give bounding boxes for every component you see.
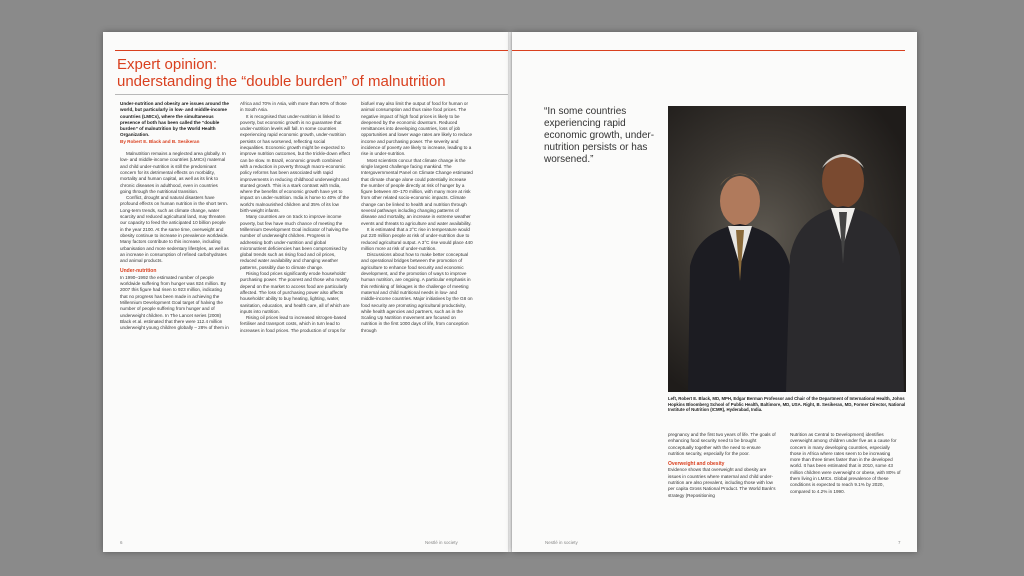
col3-para-1: biofuel may also limit the output of food for human or animal consumption and thus raise food prices. The negative impact of high food prices is likely to be deepened by the economic downturn. Reduced remittances into developing countries, loss of job opportunities and lower wage rates are likely to reduce income and purchasing power. The severity and incidence of poverty are likely to increase, leading to a rise in under-nutrition.: [361, 101, 473, 157]
section-heading-obesity: Overweight and obesity: [668, 461, 725, 468]
intro-text: Under-nutrition and obesity are issues around the world, but particularly in low- and middle-income countries (LMICs), where the simultaneous presence of both has been called the “double burden” of malnutrition by the World Health Organization.: [120, 101, 229, 138]
col2-para-2: It is recognised that under-nutrition is linked to poverty, but economic growth is no guarantee that under-nutrition levels will fall. In some countries experiencing rapid economic growth, under-nutrition persists or has worsened, reflecting social inequalities. Economic growth might be expected to improve nutrition outcomes, but the trickle-down effect can be slow. In Brazil, economic growth combined with a reduction in poverty through macro-economic policy reforms has been associated with rapid improvements in reducing childhood underweight and stunted growth. This is a stark contrast with India, where the benefits of economic growth have yet to impact on under-nutrition. India is home to 40% of the world’s malnourished children and 35% of its low birth-weight infants.: [240, 113, 350, 214]
col2-para-4: Rising food prices significantly erode households’ purchasing power. The poorest and those who mostly depend on the market to access food are particularly affected. The loss of purchasing power also affects households’ ability to buy heating, lighting, water, sanitation, education, and health care, all of which are inputs into nutrition.: [240, 271, 350, 314]
photo-caption: Left, Robert E. Black, MD, MPH, Edgar Berman Professor and Chair of the Department of International Health, Johns Hopkins Bloomberg School of Public Health, Baltimore, MD, USA. Right, B. Sesikeran, MD, Former Director, National Institute of Nutrition (ICMR), Hyderabad, India.: [668, 396, 906, 413]
col5-para-1: Nutrition as Central to Development) identifies overweight among children under five as a cause for concern in many developing countries, especially those in Africa where rates seem to be increasing more than three times faster than in the developed world. It has been estimated that in 2010, some 43 million children were overweight or obese, with 80% of them living in LMICs. Global prevalence of these conditions is expected to reach 9.1% by 2020, compared to 4.2% in 1990.: [790, 432, 901, 494]
top-rule-left: [115, 50, 508, 51]
col1-para-2: Conflict, drought and natural disasters have profound effects on human nutrition in the short term. Long-term trends, such as climate change, water scarcity and reduced agricultural land, may threaten our capacity to feed the anticipated 10 billion people in the year 2100. At the same time, overweight and obesity continue to increase in prevalence worldwide. Many factors contribute to this increase, including urbanisation and more sedentary lifestyles, as well as an increase in consumption of refined carbohydrates and animal products.: [120, 195, 229, 264]
pull-quote: “In some countries experiencing rapid economic growth, under-nutrition persists or has worsened.”: [544, 106, 655, 165]
section-heading-undernutrition: Under-nutrition: [120, 268, 157, 275]
byline: By Robert E. Black and B. Sesikeran: [120, 138, 200, 144]
col1-para-1: Malnutrition remains a neglected area globally. In low- and middle-income countries (LMICs) maternal and child under-nutrition is still the predominant concern for its detrimental effects on morbidity, mortality and human capital, as well as its link to chronic diseases in adulthood, even in countries going through the nutritional transition.: [120, 151, 226, 194]
col3-para-2: Most scientists concur that climate change is the single largest challenge facing mankind. The Intergovernmental Panel on Climate Change estimated that climate change alone could potentially increase the number of people directly at risk of hunger by a figure between 40–170 million, with many more at risk from other related socio-economic impacts. Climate change can be linked to health and nutrition through several pathways including changing patterns of disease and mortality, an increase in extreme weather events and threats to agriculture and water availability.: [361, 157, 473, 226]
col1-para-3: In 1990–1992 the estimated number of people worldwide suffering from hunger was 824 million. By 2007 this figure had risen to 923 million, indicating that no progress has been made in achieving the Millennium Development Goal target of halving the number of people suffering from hunger and of underweight children. In The Lancet series (2008) Black et al. estimated that there were 112.4 million underweight young children globally – 28% of them in: [120, 274, 229, 331]
footer-page-number-left: 6: [120, 540, 123, 545]
col4-para-1: pregnancy and the first two years of life. The goals of enhancing food security need to be brought conceptually together with the need to ensure nutrition security, especially for the poor.: [668, 432, 776, 456]
column-3: [361, 101, 473, 334]
footer-page-number-right: 7: [898, 540, 901, 545]
footer-label-left: Nestlé in society: [425, 540, 458, 545]
headline: [117, 56, 446, 90]
footer-label-right: Nestlé in society: [545, 540, 578, 545]
column-5: [790, 432, 902, 495]
col4-para-2: Evidence shows that overweight and obesity are issues in countries where maternal and child under-nutrition are also prevalent, including those with low per capita Gross National Product. The World Bank’s strategy (Repositioning: [668, 467, 776, 498]
col2-para-1: Africa and 70% in Asia, with more than 90% of those in South Asia.: [240, 101, 347, 113]
col2-para-5: Rising oil prices lead to increased nitrogen-based fertiliser and transport costs, which in turn lead to increases in food prices. The production of crops for: [240, 315, 347, 333]
column-2: [240, 101, 350, 334]
column-1: [120, 101, 230, 331]
portrait-photo: [668, 106, 906, 392]
column-4: [668, 432, 778, 499]
headline-line-1: Expert opinion:: [117, 56, 218, 73]
portrait-illustration: [668, 106, 906, 392]
headline-divider: [115, 94, 508, 95]
col2-para-3: Many countries are on track to improve income poverty, but few have much chance of meeting the Millennium Development Goal indicator of halving the number of underweight children. Progress in addressing both under-nutrition and global micronutrient deficiencies has been compromised by global trends such as rising food and oil prices, reduced water availability and changing weather patterns, possibly due to climate change.: [240, 214, 349, 270]
top-rule-right: [512, 50, 905, 51]
headline-line-2: understanding the “double burden” of malnutrition: [117, 73, 446, 90]
col3-para-3: It is estimated that a 2°C rise in temperature would put 220 million people at risk of under-nutrition due to reduced agricultural output. A 3°C rise would place 440 million more at risk of under-nutrition.: [361, 226, 473, 251]
col3-para-4: Discussions about how to make better conceptual and operational bridges between the promotion of agriculture to enhance food security and economic development, and the promotion of ways to improve human nutrition, are ongoing. A particular emphasis in this rethinking of linkages is the challenge of meeting maternal and child nutritional needs in low- and middle-income countries. Major initiatives by the G8 on food security are promoting agricultural productivity, while health agencies and partners, such as in the Scaling Up Nutrition movement are focused on nutrition in the first 1000 days of life, from conception through: [361, 252, 473, 333]
